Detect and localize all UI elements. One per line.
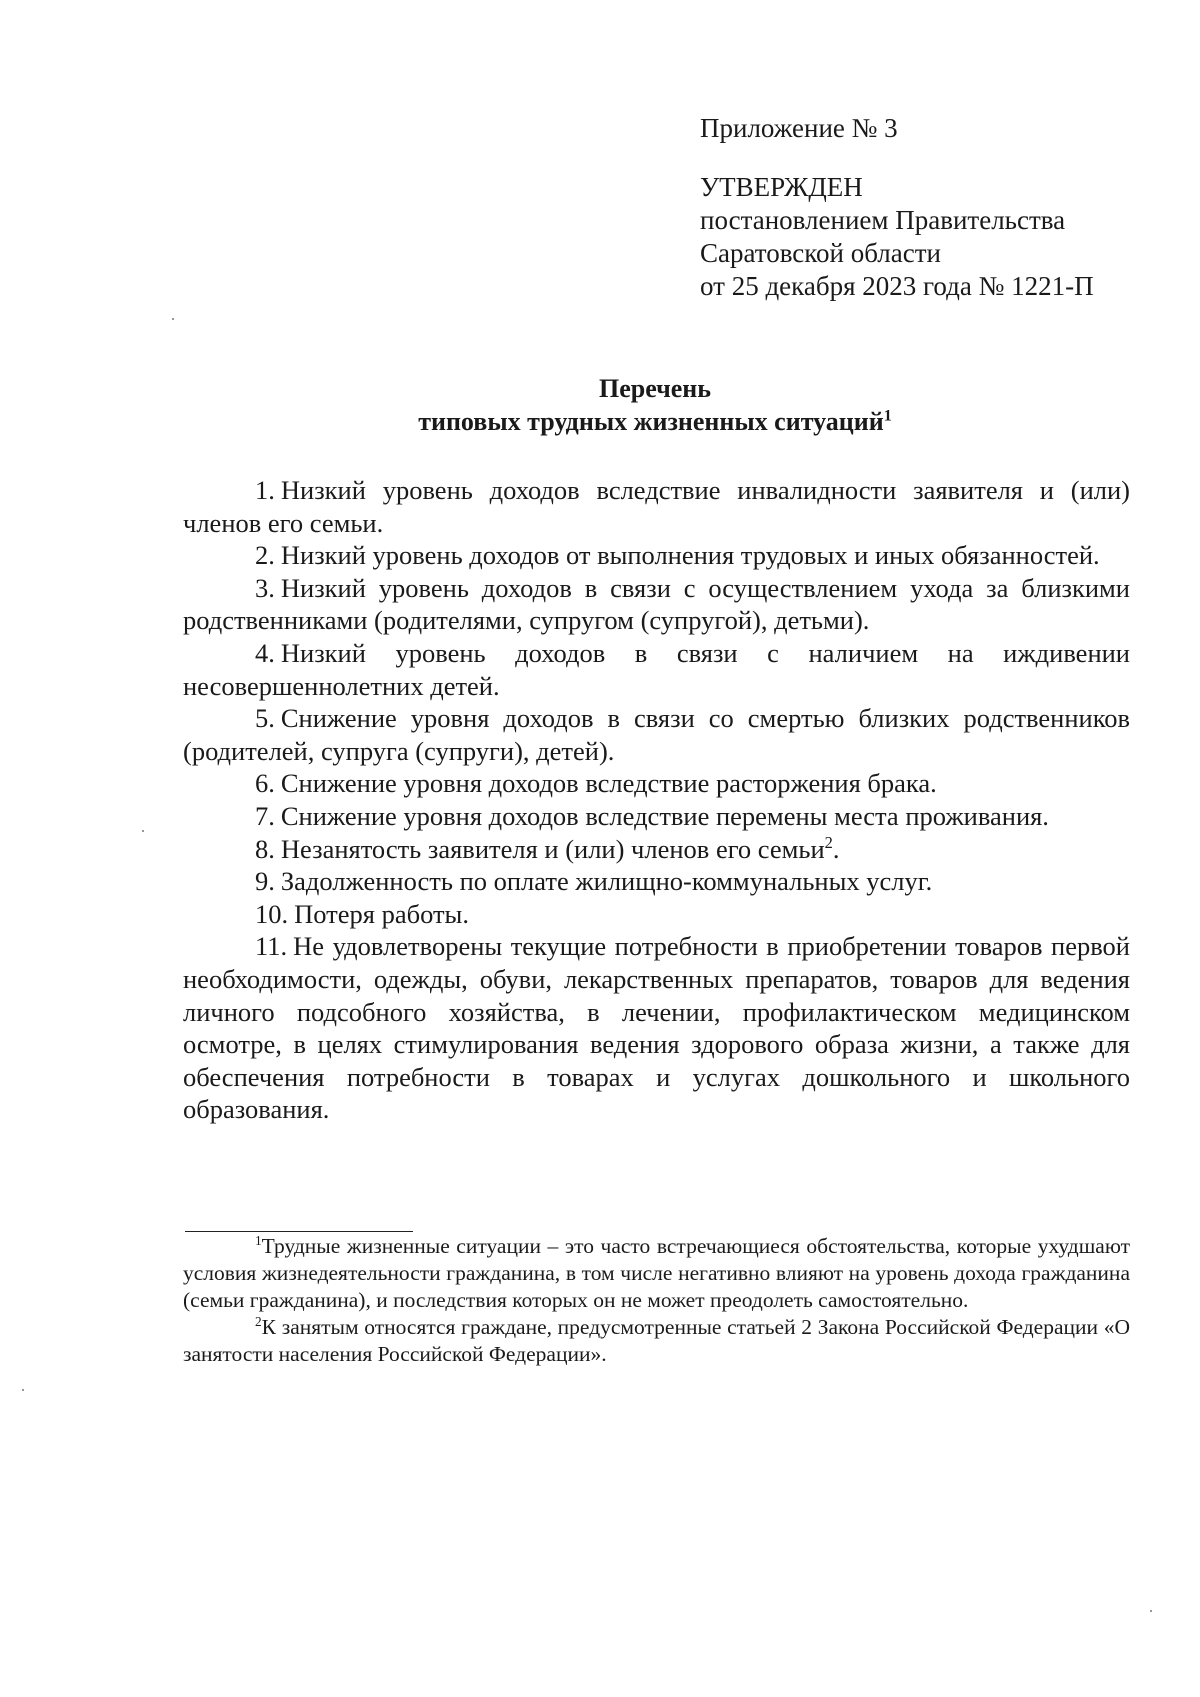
list-item bbox=[183, 898, 1130, 931]
footnote-mark: 2 bbox=[255, 1313, 262, 1329]
item-text: Низкий уровень доходов в связи с осуществлением ухода за близкими родственниками (родителями, супругом (супругой), детьми). bbox=[183, 572, 1130, 636]
footnote-ref-1: 1 bbox=[883, 407, 892, 425]
approval-line-2: Саратовской области bbox=[700, 238, 941, 268]
situations-list bbox=[183, 474, 1130, 1126]
item-number: 7. bbox=[255, 800, 275, 831]
footnote-mark: 1 bbox=[255, 1232, 262, 1248]
item-text: Низкий уровень доходов в связи с наличием на иждивении несовершеннолетних детей. bbox=[183, 637, 1130, 701]
list-item bbox=[183, 702, 1130, 767]
item-number: 4. bbox=[255, 637, 275, 668]
footnote-item bbox=[183, 1314, 1130, 1368]
item-text: Снижение уровня доходов в связи со смертью близких родственников (родителей, супруга (супруги), детей). bbox=[183, 703, 1130, 766]
item-number: 2. bbox=[255, 540, 275, 571]
title-line-1: Перечень bbox=[598, 374, 712, 403]
footnotes bbox=[183, 1233, 1130, 1368]
item-number: 8. bbox=[255, 833, 275, 864]
title-line-2-text: типовых трудных жизненных ситуаций bbox=[418, 407, 884, 436]
item-number: 9. bbox=[255, 866, 275, 897]
scan-speck bbox=[172, 318, 174, 320]
footnote-item bbox=[183, 1233, 1130, 1314]
scan-speck bbox=[1150, 1610, 1152, 1612]
list-item bbox=[183, 539, 1130, 572]
scan-speck bbox=[22, 1389, 24, 1391]
approval-block bbox=[700, 112, 1094, 303]
item-number: 11. bbox=[255, 931, 288, 962]
item-text: Задолженность по оплате жилищно-коммунальных услуг. bbox=[280, 866, 933, 897]
item-number: 3. bbox=[255, 572, 275, 603]
item-text: Низкий уровень доходов от выполнения трудовых и иных обязанностей. bbox=[280, 540, 1100, 571]
footnote-divider bbox=[185, 1231, 413, 1232]
item-text-tail: . bbox=[832, 833, 840, 864]
list-item bbox=[183, 572, 1130, 637]
item-text: Снижение уровня доходов вследствие расторжения брака. bbox=[280, 768, 937, 799]
footnote-text: К занятым относятся граждане, предусмотренные статьей 2 Закона Российской Федерации «О занятости населения Российской Федерации». bbox=[183, 1315, 1130, 1366]
approval-line-3: от 25 декабря 2023 года № 1221-П bbox=[700, 271, 1094, 301]
list-item bbox=[183, 833, 1130, 866]
title-line-2 bbox=[0, 405, 1200, 438]
scan-speck bbox=[142, 830, 144, 832]
approval-line-1: постановлением Правительства bbox=[700, 205, 1066, 235]
list-item bbox=[183, 767, 1130, 800]
item-text: Не удовлетворены текущие потребности в приобретении товаров первой необходимости, одежды, обуви, лекарственных препаратов, товаров для ведения личного подсобного хозяйства, в лечении, профилактическом медицинском осмотре, в целях стимулирования ведения здорового образа жизни, а также для обеспечения потребности в товарах и услугах дошкольного и школьного образования. bbox=[183, 931, 1130, 1125]
item-number: 10. bbox=[255, 898, 289, 929]
footnote-text: Трудные жизненные ситуации – это часто встречающиеся обстоятельства, которые ухудшают условия жизнедеятельности гражданина, в том числе негативно влияют на уровень дохода гражданина (семьи гражданина), и последствия которых он не может преодолеть самостоятельно. bbox=[183, 1234, 1130, 1312]
approved-label: УТВЕРЖДЕН bbox=[700, 172, 863, 202]
item-text: Потеря работы. bbox=[294, 898, 469, 929]
list-item bbox=[183, 930, 1130, 1126]
item-number: 5. bbox=[255, 703, 275, 734]
list-item bbox=[183, 800, 1130, 833]
item-text: Незанятость заявителя и (или) членов его семьи bbox=[280, 833, 825, 864]
list-item bbox=[183, 474, 1130, 539]
document-title bbox=[0, 372, 1200, 438]
list-item bbox=[183, 637, 1130, 702]
item-text: Снижение уровня доходов вследствие перемены места проживания. bbox=[280, 800, 1049, 831]
item-number: 6. bbox=[255, 768, 275, 799]
footnote-ref-2: 2 bbox=[824, 832, 833, 852]
item-text: Низкий уровень доходов вследствие инвалидности заявителя и (или) членов его семьи. bbox=[183, 475, 1130, 538]
appendix-number: Приложение № 3 bbox=[700, 113, 898, 143]
item-number: 1. bbox=[255, 475, 275, 505]
list-item bbox=[183, 865, 1130, 898]
